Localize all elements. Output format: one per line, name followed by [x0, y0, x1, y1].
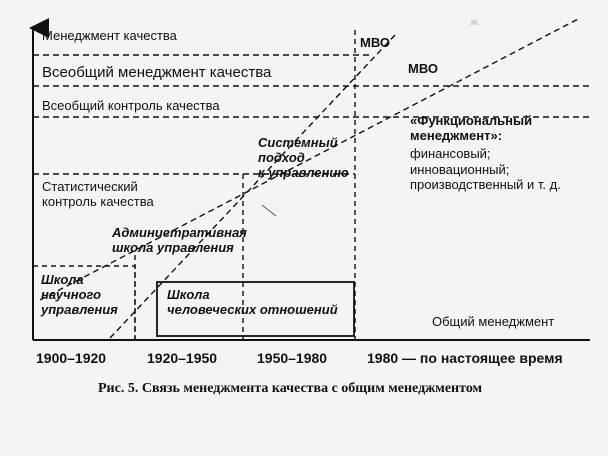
- level-label-sqc: Статистический контроль качества: [42, 179, 154, 209]
- period-1: 1900–1920: [36, 350, 107, 366]
- y-axis-label: Менеджмент качества: [42, 28, 177, 43]
- functional-management-list: финансовый; инновационный; производственный и т. д.: [410, 146, 561, 193]
- figure-caption: Рис. 5. Связь менеджмента качества с общим менеджментом: [98, 381, 483, 396]
- functional-management-label: «Функциональный менеджмент»:: [410, 113, 533, 143]
- mbo-label-right: МВО: [408, 61, 439, 76]
- bleed-through-text: ж: [470, 14, 479, 28]
- stray-mark: [262, 205, 276, 216]
- period-3: 1950–1980: [257, 350, 328, 366]
- human-relations-label: Школа человеческих отношений: [167, 287, 338, 317]
- x-axis-label: Общий менеджмент: [432, 314, 555, 329]
- mbo-label-top: МВО: [360, 35, 391, 50]
- systems-approach-label: Системный подход к управлению: [258, 135, 349, 180]
- scientific-school-label: Школа научного управления: [41, 272, 118, 317]
- period-2: 1920–1950: [147, 350, 218, 366]
- administrative-school-label: Административная школа управления: [112, 225, 247, 255]
- level-label-tqc: Всеобщий контроль качества: [42, 98, 220, 113]
- level-label-tqm: Всеобщий менеджмент качества: [42, 64, 272, 81]
- period-4: 1980 — по настоящее время: [367, 350, 563, 366]
